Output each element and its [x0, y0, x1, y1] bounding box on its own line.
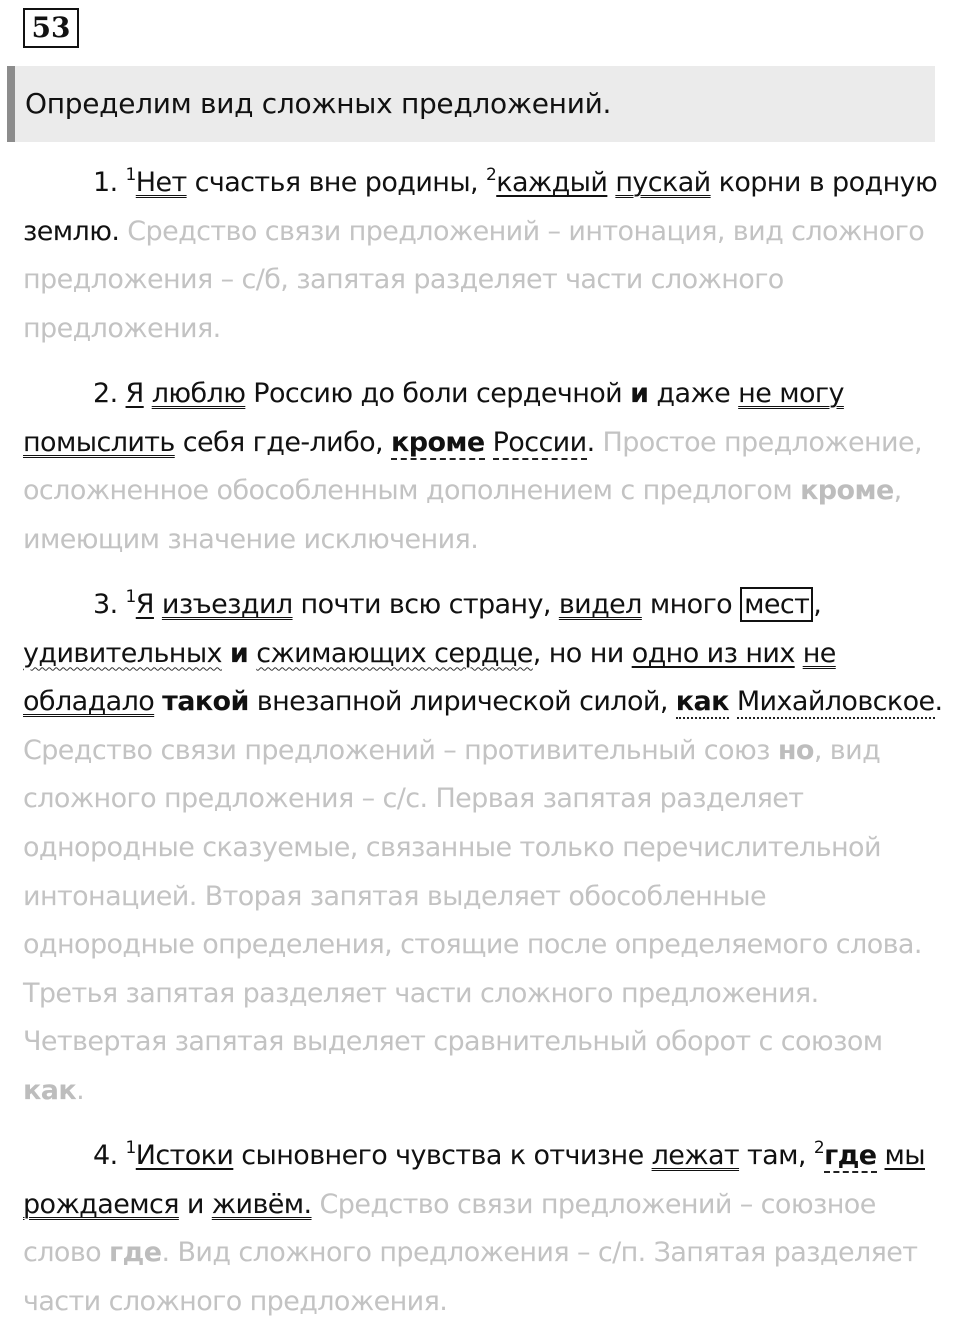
- item-1: [23, 159, 943, 353]
- item-3: [23, 581, 943, 1116]
- item-4-sup-1: 1: [125, 1138, 136, 1158]
- defined-word-box: мест: [740, 587, 813, 622]
- subject: мы: [884, 1140, 925, 1171]
- analysis-keyword: кроме: [800, 475, 894, 507]
- predicate: Нет: [135, 167, 187, 198]
- predicate: изъездил: [161, 589, 293, 620]
- item-3-sup-1: 1: [125, 587, 136, 607]
- analysis-comment: , имеющим значение исключения.: [23, 475, 902, 555]
- sentence-text: .: [934, 686, 943, 718]
- predicate: пускай: [615, 167, 711, 198]
- predicate: не могу помыслить: [23, 378, 844, 458]
- sentence-text: корни в родную землю.: [23, 167, 938, 247]
- predicate: люблю: [151, 378, 246, 409]
- sentence-text: и: [178, 1188, 212, 1220]
- item-1-sup-1: 1: [125, 165, 136, 185]
- sentence-text: ,: [813, 589, 822, 620]
- sentence-text: там,: [739, 1140, 814, 1171]
- sentence-text: себя где-либо,: [174, 426, 392, 458]
- sentence-text: даже: [648, 378, 739, 409]
- comparative-phrase: Михайловское: [736, 686, 935, 718]
- subject: Я: [135, 589, 154, 620]
- item-2-number: 2.: [93, 378, 118, 409]
- sentence-text: счастья вне родины,: [186, 167, 487, 198]
- subject: одно из них: [631, 637, 795, 669]
- attribute: удивительных: [23, 637, 222, 669]
- conjunction: и: [229, 637, 249, 669]
- predicate: видел: [558, 589, 642, 620]
- sentence-text: Россию до боли сердечной: [245, 378, 631, 409]
- conjunction: и: [630, 378, 649, 409]
- sentence-text: много: [641, 589, 741, 620]
- task-number: 53: [23, 8, 79, 48]
- analysis-keyword: но: [777, 734, 814, 766]
- analysis-comment: , вид сложного предложения – с/с. Первая запятая разделяет однородные сказуемые, связанные только перечислительной интонацией. Вторая запятая выделяет обособленные однородные определения, стоящие после определяемого слова. Третья запятая разделяет части сложного предложения. Четвертая запятая выделяет сравнительный оборот с союзом: [23, 734, 922, 1058]
- predicate: рождаемся: [23, 1188, 179, 1220]
- analysis-keyword: где: [109, 1237, 162, 1269]
- task-heading: [7, 66, 935, 142]
- analysis-comment: Средство связи предложений – союзное слово: [23, 1188, 876, 1269]
- predicate: живём.: [211, 1188, 312, 1220]
- item-3-number: 3.: [93, 589, 118, 620]
- analysis-comment: .: [76, 1074, 85, 1106]
- analysis-comment: Средство связи предложений – интонация, вид сложного предложения – с/б, запятая разделяет части сложного предложения.: [23, 215, 925, 344]
- item-4: [23, 1132, 943, 1326]
- item-1-sup-2: 2: [486, 165, 497, 185]
- sentence-text: внезапной лирической силой,: [248, 686, 676, 718]
- sentence-text: сыновнего чувства к отчизне: [233, 1140, 652, 1171]
- analysis-keyword: как: [23, 1074, 77, 1106]
- subject: каждый: [496, 167, 608, 198]
- item-4-sup-2: 2: [813, 1138, 825, 1158]
- sentence-text: .: [586, 426, 595, 458]
- subject: Истоки: [135, 1140, 234, 1171]
- analysis-comment: Простое предложение, осложненное обособленным дополнением с предлогом: [23, 426, 922, 507]
- predicate: не обладало: [23, 637, 836, 718]
- predicate: лежат: [651, 1140, 740, 1171]
- item-1-number: 1.: [93, 167, 118, 198]
- analysis-comment: Средство связи предложений – противительный союз: [23, 734, 778, 766]
- heading-text: Определим вид сложных предложений.: [25, 87, 612, 120]
- comparative-conjunction: как: [675, 686, 729, 718]
- subject: Я: [125, 378, 144, 409]
- conjunctive-word: где: [824, 1140, 877, 1171]
- sentence-text: почти всю страну,: [292, 589, 559, 620]
- sentence-text: , но ни: [532, 637, 632, 669]
- attribute: сжимающих сердце: [256, 637, 533, 669]
- preposition: кроме: [391, 426, 485, 458]
- item-4-number: 4.: [93, 1140, 118, 1171]
- item-2: [23, 370, 943, 564]
- object: России: [492, 426, 587, 458]
- analysis-comment: . Вид сложного предложения – с/п. Запятая разделяет части сложного предложения.: [23, 1237, 918, 1317]
- bold-word: такой: [162, 686, 249, 718]
